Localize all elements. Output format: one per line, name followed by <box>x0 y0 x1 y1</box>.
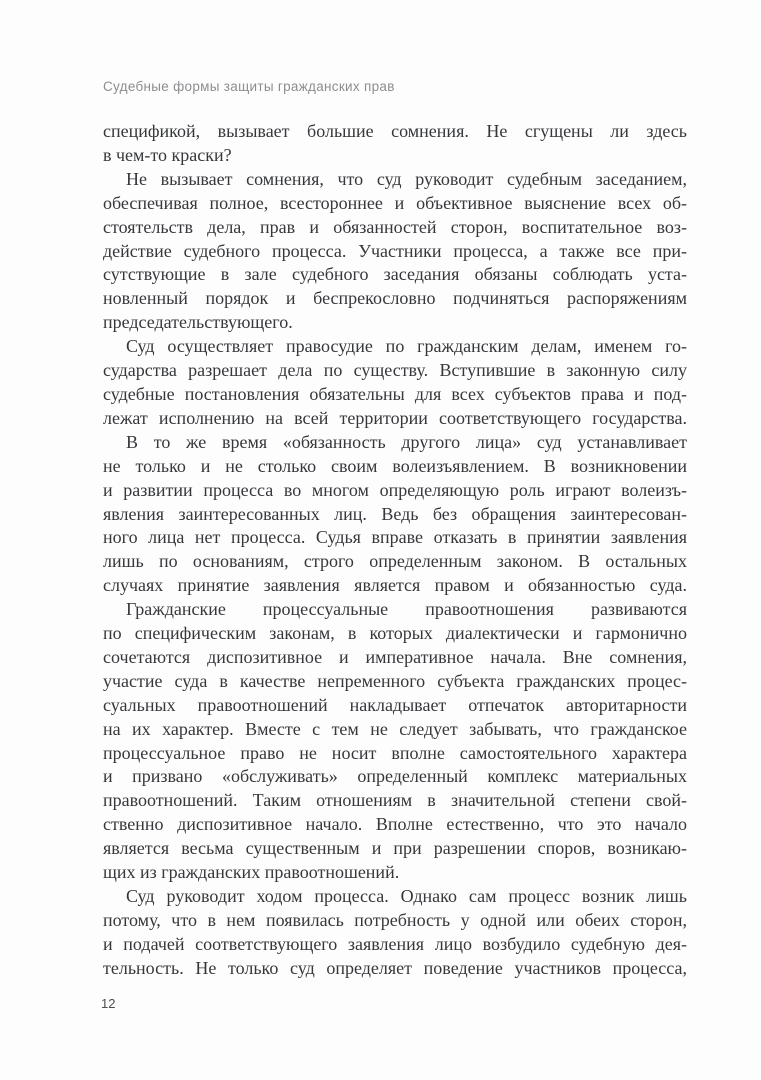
body-line: и развитии процесса во многом определяющую роль играют волеизъ- <box>103 479 687 500</box>
body-line: суальных правоотношений накладывает отпечаток авторитарности <box>103 694 687 715</box>
body-line: не только и не столько своим волеизъявлением. В возникновении <box>103 455 687 476</box>
body-line: щих из гражданских правоотношений. <box>103 862 400 883</box>
body-line: является весьма существенным и при разрешении споров, возникаю- <box>103 838 687 859</box>
body-line: явления заинтересованных лиц. Ведь без обращения заинтересован- <box>103 503 687 524</box>
body-paragraph <box>103 598 687 885</box>
body-line: и подачей соответствующего заявления лицо возбудило судебную дея- <box>103 933 687 954</box>
body-line: стоятельств дела, прав и обязанностей сторон, воспитательное воз- <box>103 216 687 237</box>
body-line: сутствующие в зале судебного заседания обязаны соблюдать уста- <box>103 264 687 285</box>
body-line: действие судебного процесса. Участники процесса, а также все при- <box>103 240 687 261</box>
body-line: правоотношений. Таким отношениям в значительной степени свой- <box>103 790 687 811</box>
body-line: на их характер. Вместе с тем не следует забывать, что гражданское <box>103 718 687 739</box>
body-paragraph <box>103 168 687 335</box>
body-line: и призвано «обслуживать» определенный комплекс материальных <box>103 766 687 787</box>
body-line: в чем-то краски? <box>103 144 232 165</box>
body-line: лишь по основаниям, строго определенным законом. В остальных <box>103 551 687 572</box>
body-line: по специфическим законам, в которых диалектически и гармонично <box>103 623 687 644</box>
body-line: ственно диспозитивное начало. Вполне естественно, что это начало <box>103 814 687 835</box>
body-paragraph <box>103 120 687 168</box>
body-line: Суд руководит ходом процесса. Однако сам процесс возник лишь <box>126 886 687 906</box>
body-line: Суд осуществляет правосудие по гражданским делам, именем го- <box>126 336 687 357</box>
body-line: сочетаются диспозитивное и императивное начала. Вне сомнения, <box>103 646 687 667</box>
body-line: спецификой, вызывает большие сомнения. Не сгущены ли здесь <box>103 121 687 141</box>
body-paragraph <box>103 335 687 431</box>
body-line: председательствующего. <box>103 312 293 333</box>
body-line: ного лица нет процесса. Судья вправе отказать в принятии заявления <box>103 527 687 548</box>
page-number: 12 <box>101 996 116 1011</box>
body-line: лежат исполнению на всей территории соответствующего государства. <box>103 407 687 428</box>
body-paragraph <box>103 885 687 981</box>
body-line: сударства разрешает дела по существу. Вступившие в законную силу <box>103 360 687 381</box>
running-header: Судебные формы защиты гражданских прав <box>103 79 395 94</box>
body-line: новленный порядок и беспрекословно подчиняться распоряжениям <box>103 288 687 309</box>
body-line: случаях принятие заявления является правом и обязанностью суда. <box>103 575 687 596</box>
body-line: тельность. Не только суд определяет поведение участников процесса, <box>103 957 687 978</box>
body-line: судебные постановления обязательны для всех субъектов права и под- <box>103 383 687 404</box>
body-paragraph <box>103 431 687 598</box>
body-line: процессуальное право не носит вполне самостоятельного характера <box>103 742 687 763</box>
body-line: Не вызывает сомнения, что суд руководит судебным заседанием, <box>126 168 687 189</box>
body-line: Гражданские процессуальные правоотношения развиваются <box>126 599 687 620</box>
body-line: участие суда в качестве непременного субъекта гражданских процес- <box>103 670 687 691</box>
body-line: обеспечивая полное, всестороннее и объективное выяснение всех об- <box>103 192 687 213</box>
body-line: потому, что в нем появилась потребность у одной или обеих сторон, <box>103 909 687 930</box>
body-text-block <box>103 120 687 981</box>
body-line: В то же время «обязанность другого лица» суд устанавливает <box>126 431 687 452</box>
